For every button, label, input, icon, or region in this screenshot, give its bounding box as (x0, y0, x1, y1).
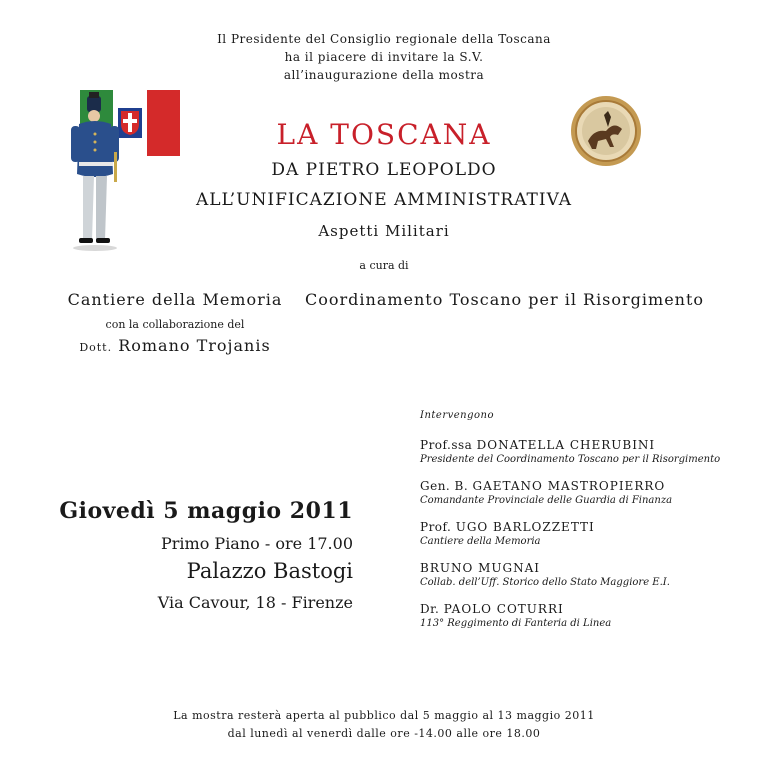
speaker-role: Presidente del Coordinamento Toscano per il Risorgimento (420, 454, 721, 465)
speaker-role: Comandante Provinciale delle Guardia di Finanza (420, 495, 673, 506)
speaker-role: Collab. dell’Uff. Storico dello Stato Maggiore E.I. (420, 577, 670, 588)
speaker-prefix: Prof.ssa (420, 438, 473, 452)
invitation-line-3: all’inaugurazione della mostra (283, 68, 485, 82)
speaker-item (420, 561, 760, 588)
speaker-name: PAOLO COTURRI (443, 602, 564, 616)
collaborator-name-line (60, 336, 290, 355)
event-details (59, 498, 353, 612)
speakers-heading: Intervengono (420, 410, 494, 421)
speaker-item (420, 520, 760, 547)
footer-line-2: dal lunedì al venerdì dalle ore -14.00 alle ore 18.00 (227, 727, 541, 740)
speaker-prefix: Prof. (420, 520, 452, 534)
speaker-role: Cantiere della Memoria (420, 536, 541, 547)
exhibition-title: LA TOSCANA (276, 118, 492, 151)
event-address: Via Cavour, 18 - Firenze (157, 593, 353, 612)
speaker-item (420, 602, 760, 629)
event-venue: Palazzo Bastogi (186, 559, 353, 583)
speaker-item (420, 438, 760, 465)
collaborator-name: Romano Trojanis (118, 336, 271, 355)
speaker-item (420, 479, 760, 506)
exhibition-subtitle-3: Aspetti Militari (318, 222, 450, 240)
speaker-name: DONATELLA CHERUBINI (476, 438, 656, 452)
speaker-prefix: Gen. B. (420, 479, 469, 493)
curator-right: Coordinamento Toscano per il Risorgimento (305, 290, 705, 309)
invitation-line-2: ha il piacere di invitare la S.V. (284, 50, 484, 64)
speakers-list (420, 410, 760, 643)
speaker-name: BRUNO MUGNAI (420, 561, 541, 575)
curated-by-label: a cura di (359, 259, 409, 272)
invitation-line-1: Il Presidente del Consiglio regionale della Toscana (217, 32, 551, 46)
opening-hours-note (0, 707, 768, 743)
event-date: Giovedì 5 maggio 2011 (59, 498, 353, 524)
speaker-role: 113° Reggimento di Fanteria di Linea (420, 618, 612, 629)
exhibition-subtitle-2: ALL’UNIFICAZIONE AMMINISTRATIVA (195, 190, 573, 210)
collaborator-title: Dott. (79, 341, 113, 354)
speaker-prefix: Dr. (420, 602, 440, 616)
speaker-name: GAETANO MASTROPIERRO (472, 479, 666, 493)
curator-left: Cantiere della Memoria (67, 290, 283, 309)
event-floor-time: Primo Piano - ore 17.00 (161, 534, 353, 553)
collaboration-label: con la collaborazione del (105, 318, 245, 331)
exhibition-subtitle-1: DA PIETRO LEOPOLDO (271, 160, 497, 180)
footer-line-1: La mostra resterà aperta al pubblico dal 5 maggio al 13 maggio 2011 (173, 709, 595, 722)
speaker-name: UGO BARLOZZETTI (455, 520, 595, 534)
invitation-text (0, 30, 768, 84)
